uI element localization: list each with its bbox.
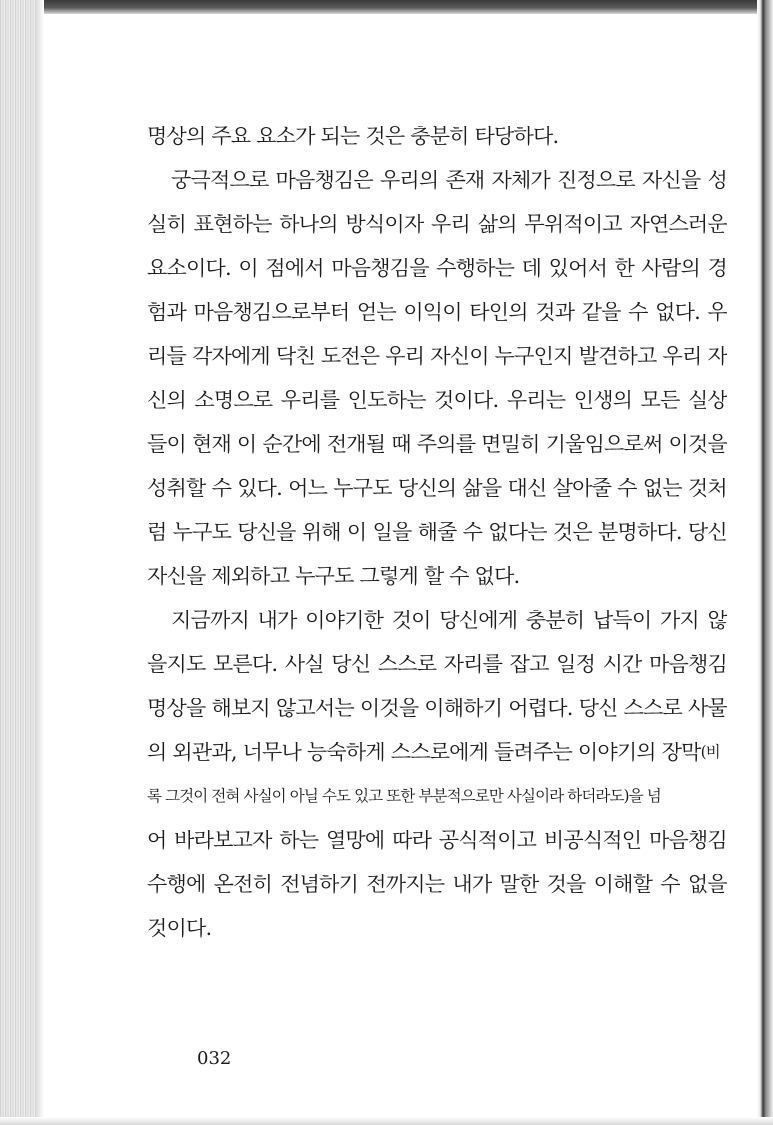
word: 자리를 [443, 654, 503, 676]
word: 잡고 [509, 654, 549, 676]
word: 당신 [578, 698, 618, 720]
paragraph-start-line [147, 170, 727, 214]
word: 것과 [535, 302, 575, 324]
text-line [147, 522, 727, 566]
word: 마음챙김 [649, 654, 727, 676]
word: 주의를 [416, 434, 476, 456]
word: 우리 [385, 346, 425, 368]
word: 같을 [581, 302, 621, 324]
word: 마음챙김은 [275, 170, 373, 192]
word: 우리를 [280, 390, 340, 412]
word: 각자에게 [191, 346, 270, 368]
word: 방식이자 [345, 214, 424, 236]
word: 수행에 [147, 874, 206, 896]
word: 말한 [499, 874, 539, 896]
word: 수 [617, 478, 637, 500]
word: 해줄 [417, 522, 457, 544]
word: 자 [707, 346, 727, 368]
word: 것이다. [434, 390, 499, 412]
word: 이야기한 [305, 610, 384, 632]
word: 마음챙김 [648, 830, 727, 852]
word: 있다. [237, 478, 283, 500]
word: 성 [707, 170, 727, 192]
word: 내가 [257, 610, 297, 632]
word: 누구인지 [494, 346, 573, 368]
word: 진정으로 [556, 170, 635, 192]
word: 열망에 [325, 830, 385, 852]
text-line: 것이다. [147, 918, 212, 940]
word: 수 [462, 522, 483, 544]
word: 자신이 [430, 346, 489, 368]
word: 실상 [688, 390, 727, 412]
word: 당신의 [397, 478, 457, 500]
word: 순간에 [262, 434, 321, 456]
word: 않 [707, 610, 727, 632]
text-line [147, 302, 727, 346]
text-line [147, 478, 727, 522]
word: 때 [391, 434, 411, 456]
word: 해보지 [211, 698, 270, 720]
word: 없다는 [488, 522, 547, 544]
word: 무위적이고 [524, 214, 622, 236]
word: 수 [211, 478, 232, 500]
text-line [147, 830, 727, 874]
word: 당신을 [237, 522, 296, 544]
word: 사실 [284, 654, 324, 676]
top-edge-shadow [0, 0, 773, 14]
word: 스스로 [377, 654, 437, 676]
word: 면밀히 [481, 434, 540, 456]
word: 우리 [662, 346, 702, 368]
word: 가지 [659, 610, 699, 632]
word: 당신 [687, 522, 727, 544]
word: 어 [147, 830, 167, 852]
word: 을지도 [147, 654, 206, 676]
paragraph-start-line [147, 610, 727, 654]
word: 이해하기 [424, 698, 503, 720]
word: 모든 [640, 390, 680, 412]
word: 기울임으로써 [545, 434, 663, 456]
word: 신의 [147, 390, 186, 412]
word: 이것을 [668, 434, 727, 456]
word: 궁극적으로 [171, 170, 269, 192]
word: 존재 [445, 170, 485, 192]
word: 얻는 [356, 302, 396, 324]
word: 요소이다. [147, 258, 231, 280]
word: 이 [346, 522, 367, 544]
text-line: 의 외관과, 너무나 능숙하게 스스로에게 들려주는 이야기의 장막 (비 [147, 742, 720, 764]
word: 있어서 [548, 258, 608, 280]
word: 리들 [147, 346, 186, 368]
gutter-shadow [36, 0, 44, 1125]
word: 수 [660, 874, 680, 896]
word: 대신 [507, 478, 547, 500]
word: 일을 [372, 522, 412, 544]
word: 살아줄 [552, 478, 612, 500]
text-line: 자신을 제외하고 누구도 그렇게 할 수 없다. [147, 566, 520, 588]
text-line [147, 346, 727, 390]
word: 것처 [687, 478, 727, 500]
word: 사람의 [641, 258, 700, 280]
word: 사물 [687, 698, 727, 720]
text-line [147, 390, 727, 434]
word: 이것을 [359, 698, 419, 720]
word: 삶을 [462, 478, 502, 500]
word: 당신에게 [439, 610, 518, 632]
word: 이익이 [403, 302, 462, 324]
word: 스스로 [623, 698, 682, 720]
word: 없을 [687, 874, 727, 896]
word: 인생의 [573, 390, 633, 412]
word: 현재 [191, 434, 231, 456]
word: 지금까지 [171, 610, 249, 632]
word: 럼 [147, 522, 167, 544]
word: 타인의 [469, 302, 528, 324]
word: 명상을 [147, 698, 206, 720]
word: 것을 [546, 874, 586, 896]
word: 수 [628, 302, 648, 324]
word: 누구도 [172, 522, 232, 544]
parenthetical-line: 록 그것이 전혀 사실이 아닐 수도 있고 또한 부분적으로만 사실이라 하더라도)을 넘 [147, 787, 661, 805]
text-line [147, 214, 727, 258]
word: 하나의 [279, 214, 338, 236]
word: 어느 [288, 478, 328, 500]
word: 데 [521, 258, 542, 280]
word: 납득이 [592, 610, 652, 632]
word: 들이 [147, 434, 186, 456]
word: 한 [614, 258, 635, 280]
word: 이해할 [593, 874, 653, 896]
word: 실히 [147, 214, 186, 236]
word: 비공식적인 [543, 830, 642, 852]
word: 닥친 [275, 346, 315, 368]
word: 점에서 [265, 258, 324, 280]
word: 마음챙김으로부터 [193, 302, 350, 324]
word: 것이 [391, 610, 431, 632]
word: 따라 [392, 830, 432, 852]
word: 자신을 [641, 170, 701, 192]
word: 삶의 [477, 214, 517, 236]
word: 누구도 [333, 478, 392, 500]
word: 것은 [552, 522, 592, 544]
word: 이 [236, 434, 257, 456]
text-line [147, 434, 727, 478]
word: 전까지는 [366, 874, 445, 896]
page-number: 032 [197, 1048, 232, 1069]
bottom-edge-shadow [0, 1117, 773, 1125]
word: 수행하는 [436, 258, 515, 280]
word: 우리는 [506, 390, 566, 412]
word: 인도하는 [347, 390, 426, 412]
text-line [147, 654, 727, 698]
word: 온전히 [213, 874, 273, 896]
text-line [147, 258, 727, 302]
word: 이 [238, 258, 258, 280]
text-line [147, 874, 727, 918]
word: 소명으로 [194, 390, 273, 412]
word: 자연스러운 [629, 214, 727, 236]
word: 우리 [431, 214, 471, 236]
word: 없는 [642, 478, 682, 500]
word: 자체가 [491, 170, 550, 192]
word: 우 [707, 302, 727, 324]
word: 성취할 [147, 478, 206, 500]
word: 바라보고자 [174, 830, 272, 852]
text-line [147, 698, 727, 742]
body-text [147, 126, 727, 962]
word: 없다. [655, 302, 700, 324]
page-stack-edge [0, 0, 36, 1125]
word: 험과 [147, 302, 186, 324]
word: 공식적이고 [438, 830, 537, 852]
word: 위해 [301, 522, 341, 544]
word: 분명하다. [597, 522, 682, 544]
word: 발견하고 [578, 346, 657, 368]
text-line: 명상의 주요 요소가 되는 것은 충분히 타당하다. [147, 126, 559, 148]
word: 도전은 [320, 346, 380, 368]
word: 우리의 [379, 170, 439, 192]
word: 하는 [279, 830, 319, 852]
word: 표현하는 [193, 214, 272, 236]
word: 마음챙김을 [331, 258, 429, 280]
footnote-open: (비 [700, 743, 720, 761]
word: 일정 [556, 654, 596, 676]
word: 전념하기 [280, 874, 359, 896]
word: 내가 [452, 874, 492, 896]
word: 모른다. [212, 654, 278, 676]
word: 경 [707, 258, 727, 280]
word: 당신 [331, 654, 371, 676]
word: 어렵다. [508, 698, 573, 720]
binding-edge [757, 0, 773, 1125]
word: 시간 [602, 654, 642, 676]
word: 않고서는 [275, 698, 354, 720]
word: 전개될 [326, 434, 386, 456]
word: 충분히 [525, 610, 585, 632]
